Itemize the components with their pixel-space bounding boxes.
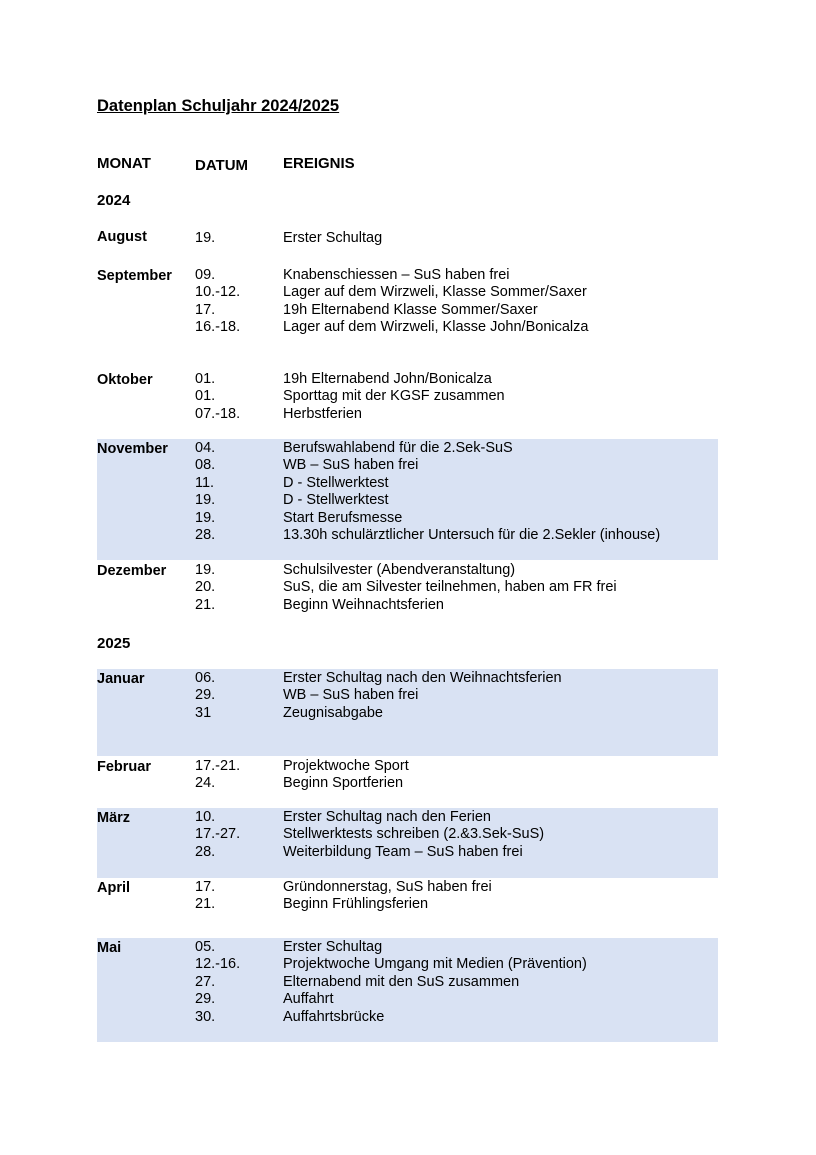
event-text: SuS, die am Silvester teilnehmen, haben am FR frei — [283, 579, 617, 596]
event-date: 29. — [195, 687, 216, 704]
event-date: 12.-16. — [195, 956, 241, 973]
event-row — [195, 1009, 718, 1026]
event-row — [195, 956, 718, 973]
event-text: Projektwoche Sport — [283, 758, 409, 774]
event-date: 09. — [195, 267, 216, 283]
event-row — [195, 440, 718, 457]
event-date: 17. — [195, 301, 216, 318]
event-row — [195, 388, 718, 405]
event-row — [195, 457, 718, 474]
event-row — [195, 991, 718, 1008]
month-label: Januar — [97, 671, 145, 687]
event-date: 01. — [195, 388, 216, 405]
month-block-maerz — [97, 808, 718, 878]
event-text: Erster Schultag nach den Ferien — [283, 809, 491, 825]
event-row — [195, 775, 718, 792]
page-title: Datenplan Schuljahr 2024/2025 — [97, 97, 340, 115]
event-list — [195, 267, 718, 337]
event-date: 17.-21. — [195, 758, 241, 774]
event-row — [195, 974, 718, 991]
event-text: Gründonnerstag, SuS haben frei — [283, 879, 492, 895]
event-text: Erster Schultag nach den Weihnachtsferien — [283, 670, 562, 686]
event-text: Weiterbildung Team – SuS haben frei — [283, 843, 523, 860]
event-date: 11. — [195, 474, 215, 491]
event-row — [195, 826, 718, 843]
event-list — [195, 230, 718, 247]
month-label: Oktober — [97, 372, 153, 388]
event-list — [195, 758, 718, 793]
event-text: Sporttag mit der KGSF zusammen — [283, 388, 505, 405]
event-date: 21. — [195, 896, 216, 913]
event-row — [195, 510, 718, 527]
event-text: Lager auf dem Wirzweli, Klasse Sommer/Saxer — [283, 284, 587, 301]
month-label: April — [97, 880, 131, 896]
event-text: Auffahrt — [283, 991, 334, 1008]
month-block-dezember — [97, 561, 718, 617]
event-row — [195, 319, 718, 336]
month-label: November — [97, 441, 168, 457]
event-row — [195, 406, 718, 423]
event-text: Schulsilvester (Abendveranstaltung) — [283, 562, 516, 578]
month-block-februar — [97, 757, 718, 807]
event-row — [195, 597, 718, 614]
event-row — [195, 896, 718, 913]
event-text: D - Stellwerktest — [283, 474, 389, 491]
month-label: Dezember — [97, 563, 167, 579]
event-row — [195, 492, 718, 509]
event-date: 20. — [195, 579, 216, 596]
event-text: Auffahrtsbrücke — [283, 1008, 385, 1025]
event-text: Erster Schultag — [283, 939, 383, 955]
event-text: Zeugnisabgabe — [283, 704, 383, 721]
event-text: Herbstferien — [283, 405, 362, 422]
event-text: WB – SuS haben frei — [283, 687, 419, 704]
event-text: 13.30h schulärztlicher Untersuch für die 2.Sekler (inhouse) — [283, 526, 661, 543]
event-date: 29. — [195, 991, 216, 1008]
year-heading: 2025 — [97, 635, 131, 652]
event-date: 24. — [195, 775, 216, 792]
event-text: Knabenschiessen – SuS haben frei — [283, 267, 510, 283]
event-date: 17. — [195, 879, 216, 895]
event-text: Beginn Weihnachtsferien — [283, 596, 444, 613]
event-text: WB – SuS haben frei — [283, 457, 419, 474]
header-date: DATUM — [195, 157, 249, 174]
event-row — [195, 284, 718, 301]
month-block-november — [97, 439, 718, 560]
event-row — [195, 670, 718, 687]
event-date: 19. — [195, 492, 216, 509]
event-text: Start Berufsmesse — [283, 509, 403, 526]
event-row — [195, 758, 718, 775]
month-label: September — [97, 268, 172, 284]
event-row — [195, 562, 718, 579]
event-text: 19h Elternabend John/Bonicalza — [283, 371, 492, 387]
event-list — [195, 440, 718, 544]
event-text: Projektwoche Umgang mit Medien (Prävention) — [283, 956, 587, 973]
event-text: D - Stellwerktest — [283, 492, 389, 509]
event-row — [195, 527, 718, 544]
month-label: Mai — [97, 940, 122, 956]
header-month: MONAT — [97, 155, 151, 172]
event-date: 19. — [195, 562, 216, 578]
month-block-oktober — [97, 370, 718, 432]
event-text: Beginn Frühlingsferien — [283, 896, 429, 913]
event-date: 01. — [195, 371, 216, 387]
month-block-mai — [97, 938, 718, 1042]
event-row — [195, 809, 718, 826]
event-text: Berufswahlabend für die 2.Sek-SuS — [283, 440, 513, 456]
event-date: 16.-18. — [195, 319, 241, 336]
event-text: Elternabend mit den SuS zusammen — [283, 973, 520, 990]
event-row — [195, 939, 718, 956]
event-row — [195, 475, 718, 492]
event-text: Lager auf dem Wirzweli, Klasse John/Bonicalza — [283, 319, 589, 336]
year-heading: 2024 — [97, 192, 131, 209]
event-date: 21. — [195, 596, 216, 613]
event-list — [195, 371, 718, 423]
event-date: 28. — [195, 526, 216, 543]
event-text: 19h Elternabend Klasse Sommer/Saxer — [283, 301, 538, 318]
event-row — [195, 879, 718, 896]
month-label: Februar — [97, 759, 151, 775]
event-text: Beginn Sportferien — [283, 775, 404, 792]
event-date: 10. — [195, 809, 216, 825]
event-date: 07.-18. — [195, 405, 241, 422]
event-date: 27. — [195, 973, 216, 990]
month-label: März — [97, 810, 131, 826]
event-list — [195, 809, 718, 861]
event-date: 04. — [195, 440, 216, 456]
event-date: 10.-12. — [195, 284, 241, 301]
month-block-september — [97, 266, 718, 370]
event-row — [195, 302, 718, 319]
event-list — [195, 562, 718, 614]
event-date: 30. — [195, 1008, 216, 1025]
event-date: 08. — [195, 457, 216, 474]
event-date: 17.-27. — [195, 826, 241, 843]
event-row — [195, 705, 718, 722]
event-list — [195, 939, 718, 1026]
month-block-januar — [97, 669, 718, 756]
event-list — [195, 879, 718, 914]
event-date: 06. — [195, 670, 216, 686]
event-list — [195, 670, 718, 722]
event-row — [195, 267, 718, 284]
event-text: Erster Schultag — [283, 230, 383, 246]
month-block-april — [97, 878, 718, 938]
event-date: 28. — [195, 843, 216, 860]
event-row — [195, 579, 718, 596]
event-date: 05. — [195, 939, 216, 955]
header-event: EREIGNIS — [283, 155, 355, 172]
event-date: 19. — [195, 230, 216, 246]
event-date: 31 — [195, 704, 212, 721]
month-block-august — [97, 227, 718, 259]
event-row — [195, 230, 718, 247]
event-date: 19. — [195, 509, 216, 526]
event-text: Stellwerktests schreiben (2.&3.Sek-SuS) — [283, 826, 545, 843]
event-row — [195, 844, 718, 861]
month-label: August — [97, 229, 147, 245]
event-row — [195, 687, 718, 704]
event-row — [195, 371, 718, 388]
